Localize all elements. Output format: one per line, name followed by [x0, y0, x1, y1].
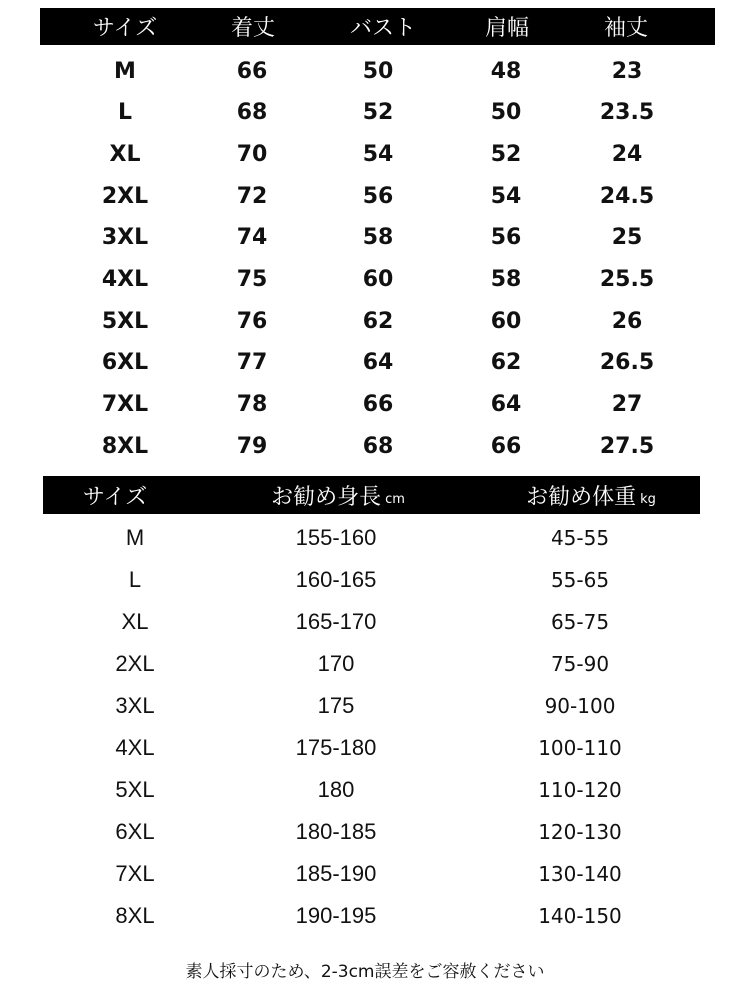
size-table-cell: 54 — [490, 183, 522, 209]
recommendation-table-header — [43, 476, 700, 514]
recommendation-table-cell: 7XL — [115, 861, 155, 886]
recommendation-table-row — [0, 560, 750, 600]
size-table-cell: 4XL — [101, 267, 149, 292]
size-table-cell: 66 — [236, 58, 268, 84]
recommendation-table-header-label: サイズ — [82, 484, 148, 510]
recommendation-table-cell: 175 — [317, 693, 355, 718]
size-table-cell: 62 — [490, 350, 522, 376]
size-table-row — [0, 426, 750, 466]
size-table-cell: 78 — [236, 392, 268, 418]
size-table-cell: 64 — [490, 392, 522, 418]
recommendation-table-row — [0, 728, 750, 768]
size-table-cell: 68 — [362, 433, 394, 459]
size-table-cell: 60 — [362, 267, 394, 292]
size-table-cell: 79 — [236, 433, 268, 459]
recommendation-table-cell: M — [125, 525, 145, 550]
recommendation-table-cell: 130-140 — [538, 862, 622, 886]
size-table-cell: 56 — [362, 183, 394, 209]
size-table-cell: 58 — [362, 225, 394, 251]
recommendation-table-row — [0, 812, 750, 852]
recommendation-table-cell: 65-75 — [550, 610, 610, 634]
recommendation-table-header-unit: cm — [385, 492, 405, 507]
recommendation-table-header-unit: kg — [640, 492, 656, 507]
size-table-cell: 8XL — [101, 433, 149, 459]
size-table-cell: L — [117, 100, 133, 126]
recommendation-table-cell: L — [128, 567, 142, 592]
size-table-cell: 50 — [362, 58, 394, 84]
size-table-cell: 24.5 — [599, 183, 655, 209]
recommendation-table-row — [0, 518, 750, 558]
recommendation-table-header-label: お勧め体重 — [526, 484, 637, 510]
size-table-row — [0, 385, 750, 425]
size-table-cell: 27.5 — [599, 433, 655, 459]
size-table-cell: 54 — [362, 141, 394, 167]
recommendation-table-header-0 — [83, 476, 147, 514]
size-table-header — [40, 8, 715, 45]
recommendation-table-header-1 — [271, 476, 405, 514]
recommendation-table-row — [0, 602, 750, 642]
recommendation-table-cell: 120-130 — [538, 820, 622, 844]
recommendation-table-cell: XL — [121, 609, 149, 634]
recommendation-table-cell: 8XL — [115, 903, 155, 928]
size-table-cell: 70 — [236, 141, 268, 167]
recommendation-table-cell: 110-120 — [538, 778, 622, 802]
recommendation-table-cell: 5XL — [115, 777, 155, 802]
recommendation-table-cell: 160-165 — [295, 567, 377, 592]
size-table-cell: 72 — [236, 183, 268, 209]
recommendation-table-cell: 170 — [317, 651, 355, 676]
size-table-cell: 58 — [490, 267, 522, 292]
recommendation-table-cell: 2XL — [115, 651, 155, 676]
recommendation-table-cell: 100-110 — [538, 736, 622, 760]
size-table-cell: 23 — [611, 58, 643, 84]
size-table-row — [0, 260, 750, 300]
size-table-cell: 74 — [236, 225, 268, 251]
size-table-cell: 48 — [490, 58, 522, 84]
recommendation-table-row — [0, 644, 750, 684]
size-table-cell: 23.5 — [599, 100, 655, 126]
size-table-header-label: 袖丈 — [603, 16, 649, 41]
size-table-row — [0, 176, 750, 216]
size-table-cell: 66 — [362, 392, 394, 418]
recommendation-table-cell: 4XL — [115, 735, 155, 760]
size-table-cell: 7XL — [101, 392, 149, 418]
size-table-cell: 76 — [236, 308, 268, 334]
recommendation-table-cell: 45-55 — [550, 526, 610, 550]
recommendation-table-cell: 180 — [317, 777, 355, 802]
size-table-row — [0, 93, 750, 133]
size-table-cell: 56 — [490, 225, 522, 251]
recommendation-table-row — [0, 770, 750, 810]
size-table-cell: 52 — [490, 141, 522, 167]
size-table-cell: 5XL — [101, 308, 149, 334]
recommendation-table-cell: 165-170 — [295, 609, 377, 634]
recommendation-table-cell: 3XL — [115, 693, 155, 718]
size-table-row — [0, 51, 750, 91]
size-table-header-label: 着丈 — [230, 16, 276, 41]
size-table-cell: 60 — [490, 308, 522, 334]
recommendation-table-cell: 90-100 — [544, 694, 616, 718]
recommendation-table-cell: 175-180 — [295, 735, 377, 760]
recommendation-table-header-label: お勧め身長 — [271, 484, 382, 510]
recommendation-table-cell: 180-185 — [295, 819, 377, 844]
size-table-header-2 — [350, 8, 416, 45]
recommendation-table-cell: 185-190 — [295, 861, 377, 886]
size-table-cell: 68 — [236, 100, 268, 126]
size-table-cell: XL — [109, 141, 141, 167]
recommendation-table-row — [0, 854, 750, 894]
measurement-note: 素人採寸のため、2-3cm誤差をご容赦ください — [185, 962, 545, 982]
size-table-row — [0, 301, 750, 341]
size-table-cell: 50 — [490, 100, 522, 126]
size-table-cell: 24 — [611, 141, 643, 167]
size-table-cell: 25 — [611, 225, 643, 251]
size-table-cell: M — [114, 58, 136, 84]
size-table-row — [0, 343, 750, 383]
size-table-cell: 25.5 — [599, 267, 655, 292]
recommendation-table-cell: 75-90 — [550, 652, 610, 676]
size-table-cell: 66 — [490, 433, 522, 459]
size-table-header-3 — [485, 8, 529, 45]
recommendation-table-cell: 6XL — [115, 819, 155, 844]
size-table-row — [0, 134, 750, 174]
size-table-cell: 27 — [611, 392, 643, 418]
size-table-row — [0, 218, 750, 258]
size-table-header-label: サイズ — [92, 16, 158, 41]
size-table-cell: 52 — [362, 100, 394, 126]
recommendation-table-row — [0, 686, 750, 726]
size-table-header-label: 肩幅 — [484, 16, 530, 41]
recommendation-table-cell: 190-195 — [295, 903, 377, 928]
size-table-cell: 77 — [236, 350, 268, 376]
recommendation-table-row — [0, 896, 750, 936]
size-table-header-1 — [231, 8, 275, 45]
size-table-cell: 26 — [611, 308, 643, 334]
recommendation-table-cell: 55-65 — [550, 568, 610, 592]
recommendation-table-cell: 140-150 — [538, 904, 622, 928]
size-table-cell: 3XL — [101, 225, 149, 251]
size-table-header-0 — [93, 8, 157, 45]
size-table-cell: 2XL — [101, 183, 149, 209]
recommendation-table-cell: 155-160 — [295, 525, 377, 550]
size-table-cell: 6XL — [101, 350, 149, 376]
size-table-cell: 62 — [362, 308, 394, 334]
size-table-cell: 64 — [362, 350, 394, 376]
recommendation-table-header-2 — [526, 476, 656, 514]
size-table-header-label: バスト — [349, 16, 417, 41]
size-table-cell: 26.5 — [599, 350, 655, 376]
size-table-cell: 75 — [236, 267, 268, 292]
size-table-header-4 — [604, 8, 648, 45]
